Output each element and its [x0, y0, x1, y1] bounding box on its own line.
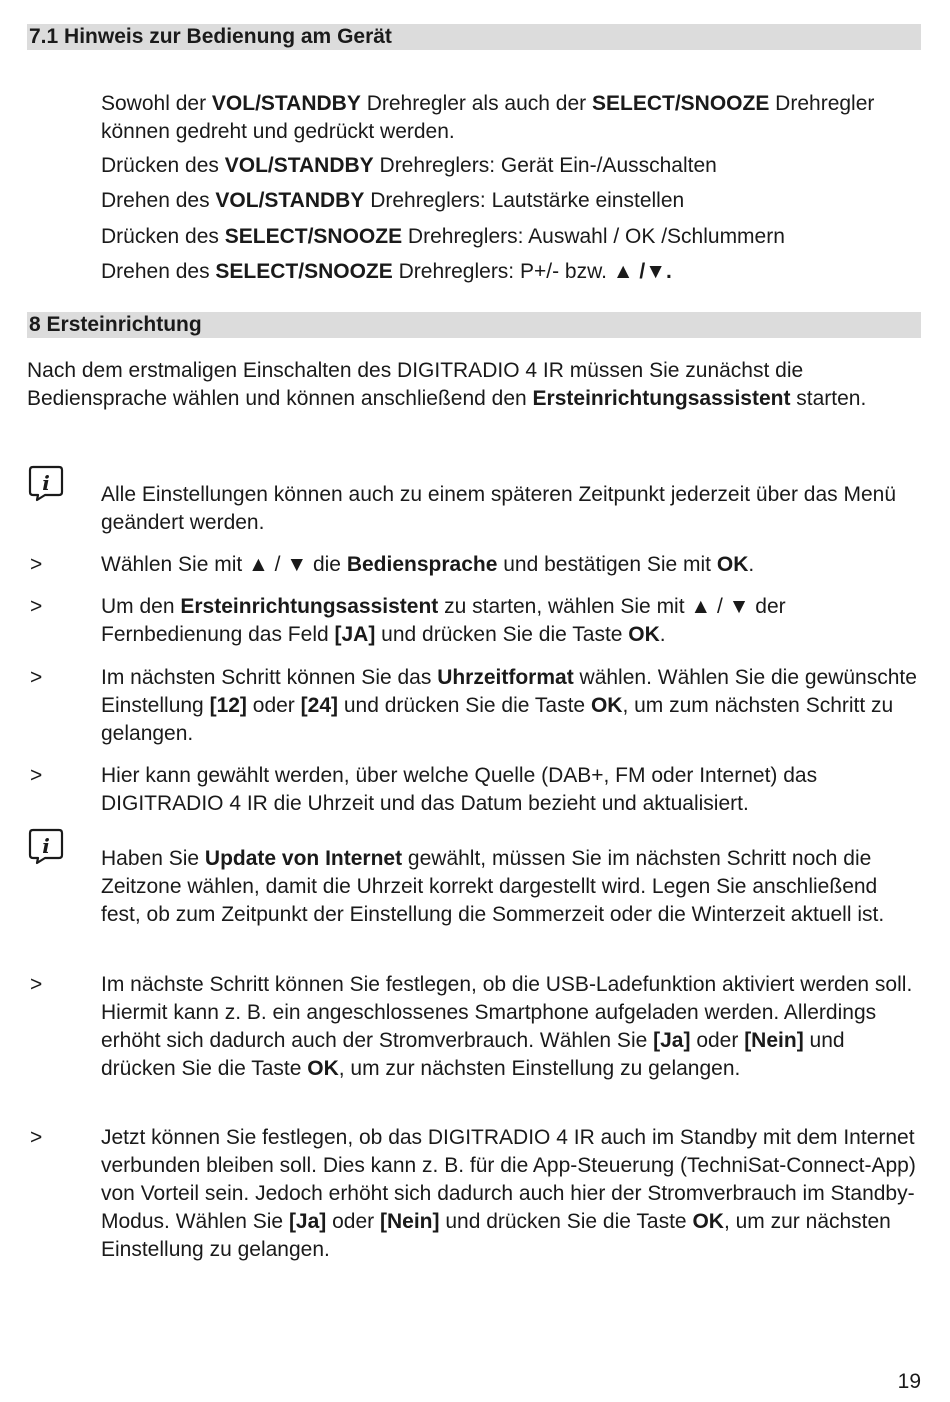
- paragraph-turn-vol: Drehen des VOL/STANDBY Drehreglers: Lautstärke einstellen: [101, 189, 685, 212]
- svg-text:i: i: [42, 834, 50, 858]
- bullet-marker: >: [30, 553, 43, 576]
- paragraph-knobs: Sowohl der VOL/STANDBY Drehregler als auch der SELECT/SNOOZE Drehregler können gedreht und gedrückt werden.: [101, 92, 875, 143]
- info-note-settings: Alle Einstellungen können auch zu einem späteren Zeitpunkt jederzeit über das Menü geändert werden.: [101, 483, 896, 534]
- bullet-marker: >: [30, 595, 43, 618]
- bullet-marker: >: [30, 764, 43, 787]
- bullet-marker: >: [30, 666, 43, 689]
- list-item-standby-network: Jetzt können Sie festlegen, ob das DIGITRADIO 4 IR auch im Standby mit dem Internet verbunden bleiben soll. Dies kann z. B. für die App-Steuerung (TechniSat-Connect-App) von Vorteil sein. Jedoch erhöht sich dadurch auch hier der Stromverbrauch im Standby-Modus. Wählen Sie [Ja] oder [Nein] und drücken Sie die Taste OK, um zur nächsten Einstellung zu gelangen.: [101, 1126, 916, 1261]
- paragraph-press-select: Drücken des SELECT/SNOOZE Drehreglers: Auswahl / OK /Schlummern: [101, 225, 785, 248]
- list-item-time-format: Im nächsten Schritt können Sie das Uhrzeitformat wählen. Wählen Sie die gewünschte Einstellung [12] oder [24] und drücken Sie die Taste OK, um zum nächsten Schritt zu gelangen.: [101, 666, 917, 745]
- list-item-time-source: Hier kann gewählt werden, über welche Quelle (DAB+, FM oder Internet) das DIGITRADIO 4 IR die Uhrzeit und das Datum bezieht und aktualisiert.: [101, 764, 818, 815]
- section-heading-7-1: 7.1 Hinweis zur Bedienung am Gerät: [27, 24, 921, 50]
- paragraph-turn-select: Drehen des SELECT/SNOOZE Drehreglers: P+/- bzw. ▲ /▼.: [101, 260, 672, 283]
- info-icon: [27, 464, 65, 502]
- paragraph-intro: Nach dem erstmaligen Einschalten des DIGITRADIO 4 IR müssen Sie zunächst die Bediensprache wählen und können anschließend den Ersteinrichtungsassistent starten.: [27, 359, 867, 410]
- svg-text:i: i: [42, 471, 50, 495]
- section-heading-8: 8 Ersteinrichtung: [27, 312, 921, 338]
- page-number: 19: [897, 1370, 921, 1393]
- list-item-language: Wählen Sie mit ▲ / ▼ die Bediensprache und bestätigen Sie mit OK.: [101, 553, 755, 576]
- list-item-usb-charging: Im nächste Schritt können Sie festlegen, ob die USB-Ladefunktion aktiviert werden soll. Hiermit kann z. B. ein angeschlossenes Smartphone aufgeladen werden. Allerdings erhöht sich dadurch auch der Stromverbrauch. Wählen Sie [Ja] oder [Nein] und drücken Sie die Taste OK, um zur nächsten Einstellung zu gelangen.: [101, 973, 913, 1080]
- list-item-assistant: Um den Ersteinrichtungsassistent zu starten, wählen Sie mit ▲ / ▼ der Fernbedienung das Feld [JA] und drücken Sie die Taste OK.: [101, 595, 786, 646]
- info-note-timezone: Haben Sie Update von Internet gewählt, müssen Sie im nächsten Schritt noch die Zeitzone wählen, damit die Uhrzeit korrekt dargestellt wird. Legen Sie anschließend fest, ob zum Zeitpunkt der Einstellung die Sommerzeit oder die Winterzeit aktuell ist.: [101, 847, 885, 926]
- bullet-marker: >: [30, 1126, 43, 1149]
- paragraph-press-vol: Drücken des VOL/STANDBY Drehreglers: Gerät Ein-/Ausschalten: [101, 154, 717, 177]
- info-icon: [27, 827, 65, 865]
- bullet-marker: >: [30, 973, 43, 996]
